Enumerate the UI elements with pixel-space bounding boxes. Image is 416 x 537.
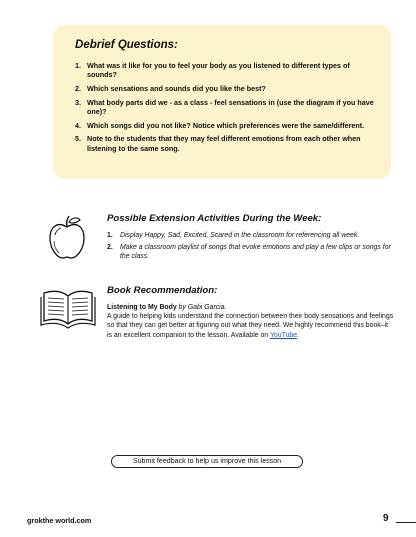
question-number: 1. — [75, 61, 81, 70]
question-text: What body parts did we - as a class - feel sensations in (use the diagram if you have one)? — [87, 97, 374, 116]
question-number: 4. — [75, 120, 81, 130]
extension-text: Make a classroom playlist of songs that evoke emotions and play a few clips or songs for the class. — [120, 244, 391, 261]
question-number: 3. — [75, 97, 81, 107]
extension-title: Possible Extension Activities During the Week: — [107, 213, 322, 224]
footer-site: grokthe world.com — [27, 516, 92, 525]
apple-icon — [47, 213, 87, 261]
debrief-question — [75, 134, 377, 153]
extension-activities — [107, 213, 392, 265]
debrief-questions-box — [53, 25, 391, 179]
extension-item — [107, 231, 392, 240]
debrief-question — [75, 121, 377, 130]
extension-list — [107, 231, 392, 262]
debrief-question — [75, 61, 377, 80]
open-book-icon — [40, 287, 96, 329]
debrief-question-list — [75, 61, 377, 153]
debrief-question — [75, 98, 377, 117]
submit-feedback-button[interactable]: Submit feedback to help us improve this lesson — [111, 455, 303, 468]
question-number: 5. — [75, 134, 81, 144]
book-author: by Gabi Garcia. — [178, 304, 227, 311]
extension-text: Display Happy, Sad, Excited, Scared in the classroom for referencing all week. — [120, 232, 360, 239]
page-number: 9 — [383, 513, 389, 524]
book-description — [107, 312, 394, 340]
book-recommendation — [107, 285, 394, 340]
book-title-line — [107, 303, 394, 312]
book-description-text: A guide to helping kids understand the connection between their body sensations and feelings so that they can get better at figuring out what they need. We highly recommend this book–it is an excellent companion to the lesson. Available on — [107, 313, 394, 339]
debrief-question — [75, 84, 377, 93]
question-number: 2. — [75, 84, 81, 93]
book-title: Listening to My Body — [107, 304, 177, 311]
question-text: Which sensations and sounds did you like the best? — [87, 84, 266, 93]
question-text: Which songs did you not like? Notice which preferences were the same/different. — [87, 120, 365, 130]
page-number-rule — [396, 522, 416, 523]
question-text: Note to the students that they may feel different emotions from each other when listening to the same song. — [87, 134, 361, 153]
debrief-title: Debrief Questions: — [75, 39, 178, 51]
book-link-suffix: . — [297, 331, 299, 339]
extension-item — [107, 243, 392, 261]
youtube-link[interactable]: YouTube — [269, 331, 298, 339]
question-text: What was it like for you to feel your body as you listened to different types of sounds? — [87, 61, 350, 80]
extension-number: 1. — [107, 232, 113, 239]
book-heading: Book Recommendation: — [107, 285, 218, 296]
extension-number: 2. — [107, 244, 113, 252]
